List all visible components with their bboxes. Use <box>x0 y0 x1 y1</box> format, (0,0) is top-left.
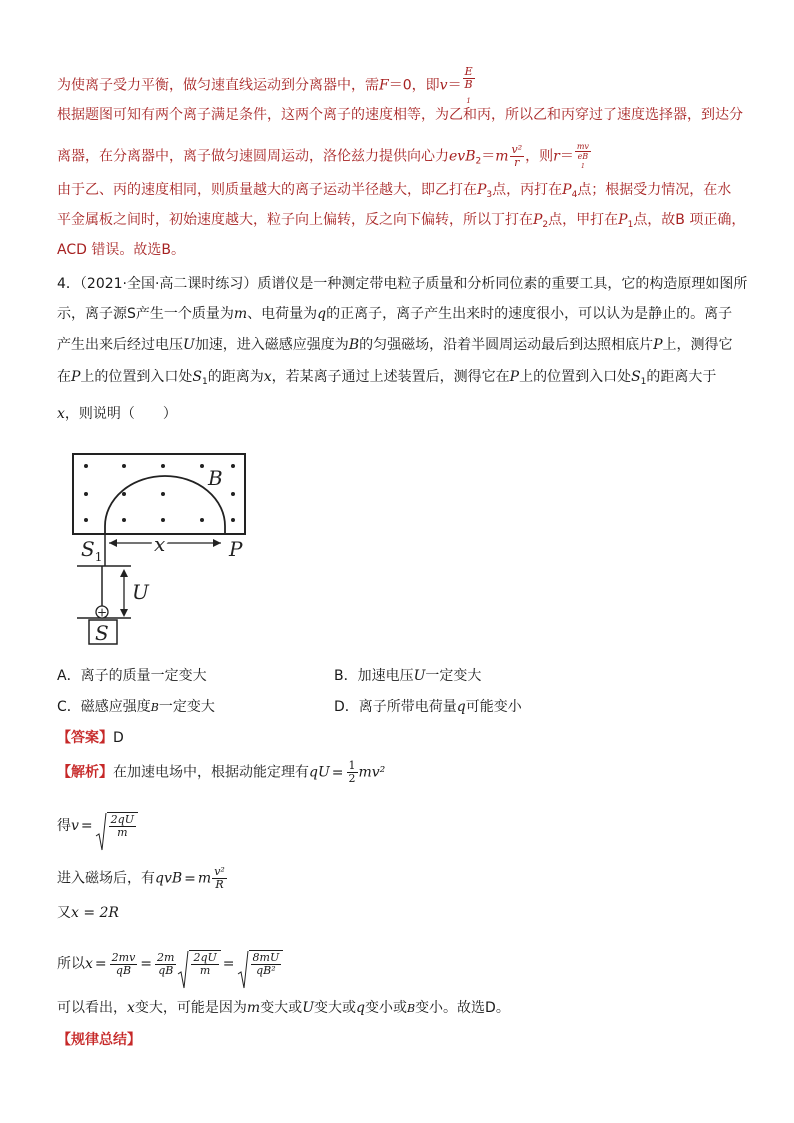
ion-trajectory <box>105 476 225 534</box>
text: 的匀强磁场，沿着半圆周运动最后到达照相底片 <box>359 337 654 353</box>
var-P: P <box>533 212 543 228</box>
question-line-4 <box>57 367 716 392</box>
frac-num: v² <box>214 865 225 878</box>
text: 由于乙、丙的速度相同，则质量越大的离子运动半径越大，即乙打在 <box>57 182 477 198</box>
answer-line <box>57 728 124 748</box>
var-q: q <box>456 699 466 715</box>
frac-num: mv <box>576 142 589 151</box>
option-B[interactable] <box>334 666 481 686</box>
equals: = <box>222 956 235 972</box>
text: 又 <box>57 905 71 921</box>
fraction-v2-over-R <box>212 866 227 891</box>
radical-sign <box>95 812 107 852</box>
analysis-label: 【解析】 <box>57 764 113 781</box>
text: 变小或 <box>364 1000 407 1016</box>
text: 得 <box>57 818 71 834</box>
frac-den: qB² <box>256 964 276 977</box>
analysis-line-1 <box>57 760 385 785</box>
fraction-one-half <box>347 760 358 785</box>
analysis-line-6 <box>57 998 510 1019</box>
voltage-arrow-down <box>120 609 128 617</box>
analysis-line-3 <box>57 866 228 891</box>
text: 产生出来后经过电压 <box>57 337 183 353</box>
frac-den: 2 <box>348 772 356 785</box>
fraction <box>109 814 136 839</box>
frac-num: E <box>464 65 473 78</box>
text: 的距离为 <box>207 369 264 385</box>
var-m: m <box>197 870 212 887</box>
text: 离器，在分离器中，离子做匀速圆周运动，洛伦兹力提供向心力 <box>57 148 449 165</box>
text: ，若某离子通过上述装置后，测得它在 <box>271 369 510 385</box>
mass-spectrometer-diagram <box>65 448 255 648</box>
fraction <box>191 952 218 977</box>
var-x: x <box>85 956 93 972</box>
label-S1-main: S <box>81 537 95 561</box>
text: 进入磁场后，有 <box>57 870 155 887</box>
summary-heading: 【规律总结】 <box>57 1032 141 1048</box>
text: 变大或 <box>260 1000 303 1016</box>
var-S: S <box>192 369 203 385</box>
fraction <box>251 952 282 977</box>
fraction-2mv-over-qB <box>110 952 138 977</box>
arrow-head-right <box>213 539 221 547</box>
frac-den <box>463 79 475 105</box>
option-text: B．加速电压 <box>334 668 414 684</box>
question-line-1: 4．（2021·全国·高二课时练习）质谱仪是一种测定带电粒子质量和分析同位素的重要工具，它的构造原理如图所 <box>57 276 748 292</box>
fraction-mv-over-eB1 <box>575 142 591 171</box>
label-B: B <box>208 466 223 490</box>
solution-line-6: ACD 错误。故选B。 <box>57 242 185 258</box>
var-x: x <box>263 369 272 385</box>
sqrt-8mU-over-qB2 <box>237 950 284 978</box>
var-x: x <box>57 406 65 422</box>
frac-num: 2m <box>157 950 175 964</box>
var-m: m <box>246 1000 261 1016</box>
frac-den: m <box>117 826 128 839</box>
subscript: 1 <box>627 220 634 230</box>
var-P: P <box>71 369 81 385</box>
frac-den-sub: 1 <box>580 163 585 170</box>
frac-den: r <box>514 156 520 169</box>
fraction-E-over-B1 <box>463 66 475 105</box>
subscript: 1 <box>202 377 208 387</box>
sqrt-2qU-over-m <box>95 812 138 840</box>
question-line-5 <box>57 404 177 424</box>
var-B: B <box>348 337 360 353</box>
solution-line-1 <box>57 66 476 105</box>
frac-num: v² <box>511 143 523 156</box>
formula: qU <box>309 764 330 781</box>
text: 为使离子受力平衡，做匀速直线运动到分离器中，需 <box>57 77 379 94</box>
option-text: D．离子所带电荷量 <box>334 699 457 715</box>
fraction-2m-over-qB <box>155 952 176 977</box>
frac-num: 2qU <box>110 813 134 826</box>
radical-sign <box>177 950 189 990</box>
text: 上，测得它 <box>662 337 733 353</box>
frac-num: 1 <box>348 759 356 772</box>
frac-den: m <box>199 964 211 977</box>
question-line-3 <box>57 335 733 355</box>
var-P: P <box>653 337 663 353</box>
plus-sign: + <box>96 605 108 620</box>
text: 的正离子，离子产生出来时的速度很小，可以认为是静止的。离子 <box>326 306 733 322</box>
text: 点；根据受力情况，在水 <box>577 182 732 198</box>
text: 在 <box>57 369 71 385</box>
equals: = <box>140 956 153 972</box>
analysis-line-4 <box>57 903 119 923</box>
subscript: 2 <box>475 156 482 167</box>
option-C[interactable] <box>57 697 215 718</box>
subscript: 4 <box>571 190 578 200</box>
text: 在加速电场中，根据动能定理有 <box>113 764 309 781</box>
text: ＝ <box>559 148 574 165</box>
label-x: x <box>154 532 166 556</box>
text: 、电荷量为 <box>247 306 318 322</box>
var-P: P <box>618 212 628 228</box>
frac-den-text: B <box>464 78 473 91</box>
var-U: U <box>413 668 426 684</box>
formula-evB: evB <box>449 148 476 165</box>
fraction-v2-over-r <box>510 144 525 169</box>
text: 变小。故选D。 <box>415 1000 510 1016</box>
frac-den-sub: 1 <box>466 97 471 105</box>
var-m: m <box>495 148 509 165</box>
solution-line-4 <box>57 180 731 205</box>
text: 示，离子源S产生一个质量为 <box>57 306 234 322</box>
var-P: P <box>562 182 572 198</box>
text: 点，甲打在 <box>548 212 619 228</box>
text: ＝0，即 <box>388 77 440 94</box>
label-S: S <box>95 621 109 645</box>
formula: x = 2R <box>71 905 119 921</box>
option-text: C．磁感应强度 <box>57 699 151 715</box>
label-S1 <box>81 537 102 564</box>
subscript: 1 <box>640 377 647 387</box>
text: 平金属板之间时，初始速度越大，粒子向上偏转，反之向下偏转，所以丁打在 <box>57 212 533 228</box>
var-S: S <box>631 369 641 385</box>
equals: = <box>331 764 344 781</box>
text: ＝ <box>481 148 496 165</box>
var-x: x <box>127 1000 135 1016</box>
var-F: F <box>379 77 389 94</box>
text: 所以 <box>57 956 85 972</box>
text: ，则说明（ ） <box>64 406 177 422</box>
var-P: P <box>477 182 487 198</box>
option-D[interactable] <box>334 697 522 717</box>
text: 上的位置到入口处 <box>80 369 193 385</box>
subscript: 3 <box>486 190 493 200</box>
option-A[interactable]: A．离子的质量一定变大 <box>57 668 207 684</box>
var-v: v <box>71 818 79 834</box>
text: 上的位置到入口处 <box>519 369 632 385</box>
text: 加速，进入磁感应强度为 <box>194 337 349 353</box>
var-U: U <box>302 1000 314 1016</box>
radical-sign <box>237 950 249 990</box>
text: 可以看出， <box>57 1000 127 1016</box>
frac-num: 2qU <box>193 951 217 964</box>
subscript: 2 <box>542 220 549 230</box>
formula: mv² <box>358 764 386 781</box>
var-q: q <box>317 306 327 322</box>
text: ，则 <box>525 148 554 165</box>
solution-line-3 <box>57 142 592 172</box>
analysis-line-2 <box>57 812 138 840</box>
var-P: P <box>509 369 520 385</box>
text: 变大，可能是因为 <box>134 1000 247 1016</box>
frac-num: 2mv <box>111 950 136 964</box>
option-text: 一定变大 <box>425 668 482 684</box>
var-m: m <box>233 306 248 322</box>
var-v: v <box>439 77 448 94</box>
frac-den <box>575 152 591 171</box>
frac-den: qB <box>158 963 174 977</box>
sqrt-2qU-over-m <box>177 950 220 978</box>
var-r: r <box>553 148 560 165</box>
text: 点，丙打在 <box>492 182 563 198</box>
equals: = <box>80 818 93 834</box>
answer-value: D <box>113 730 124 746</box>
text: 变大或 <box>314 1000 356 1016</box>
frac-num: 8mU <box>252 951 280 964</box>
label-S1-sub: 1 <box>94 550 103 564</box>
var-B: B <box>406 1002 416 1015</box>
equals: = <box>94 956 107 972</box>
solution-line-5 <box>57 210 745 235</box>
voltage-arrow-up <box>120 569 128 577</box>
answer-label: 【答案】 <box>57 730 113 746</box>
option-text: 一定变大 <box>158 699 215 715</box>
question-line-2 <box>57 304 732 324</box>
solution-line-2: 根据题图可知有两个离子满足条件，这两个离子的速度相等，为乙和丙，所以乙和丙穿过了速度选择器，到达分 <box>57 107 743 123</box>
label-U: U <box>132 580 149 604</box>
text: 的距离大于 <box>646 369 717 385</box>
frac-den: R <box>215 878 224 891</box>
analysis-line-5 <box>57 950 283 978</box>
var-q: q <box>356 1000 365 1016</box>
formula: qvB <box>155 870 183 887</box>
arrow-head-left <box>109 539 117 547</box>
label-P: P <box>229 537 243 561</box>
option-text: 可能变小 <box>465 699 522 715</box>
frac-den: qB <box>115 963 132 977</box>
var-U: U <box>183 337 195 353</box>
var-B: B <box>150 701 159 714</box>
text: ＝ <box>447 77 462 94</box>
frac-den-text: eB <box>577 152 589 161</box>
text: 点，故B 项正确， <box>633 212 746 228</box>
equals: = <box>184 870 196 887</box>
